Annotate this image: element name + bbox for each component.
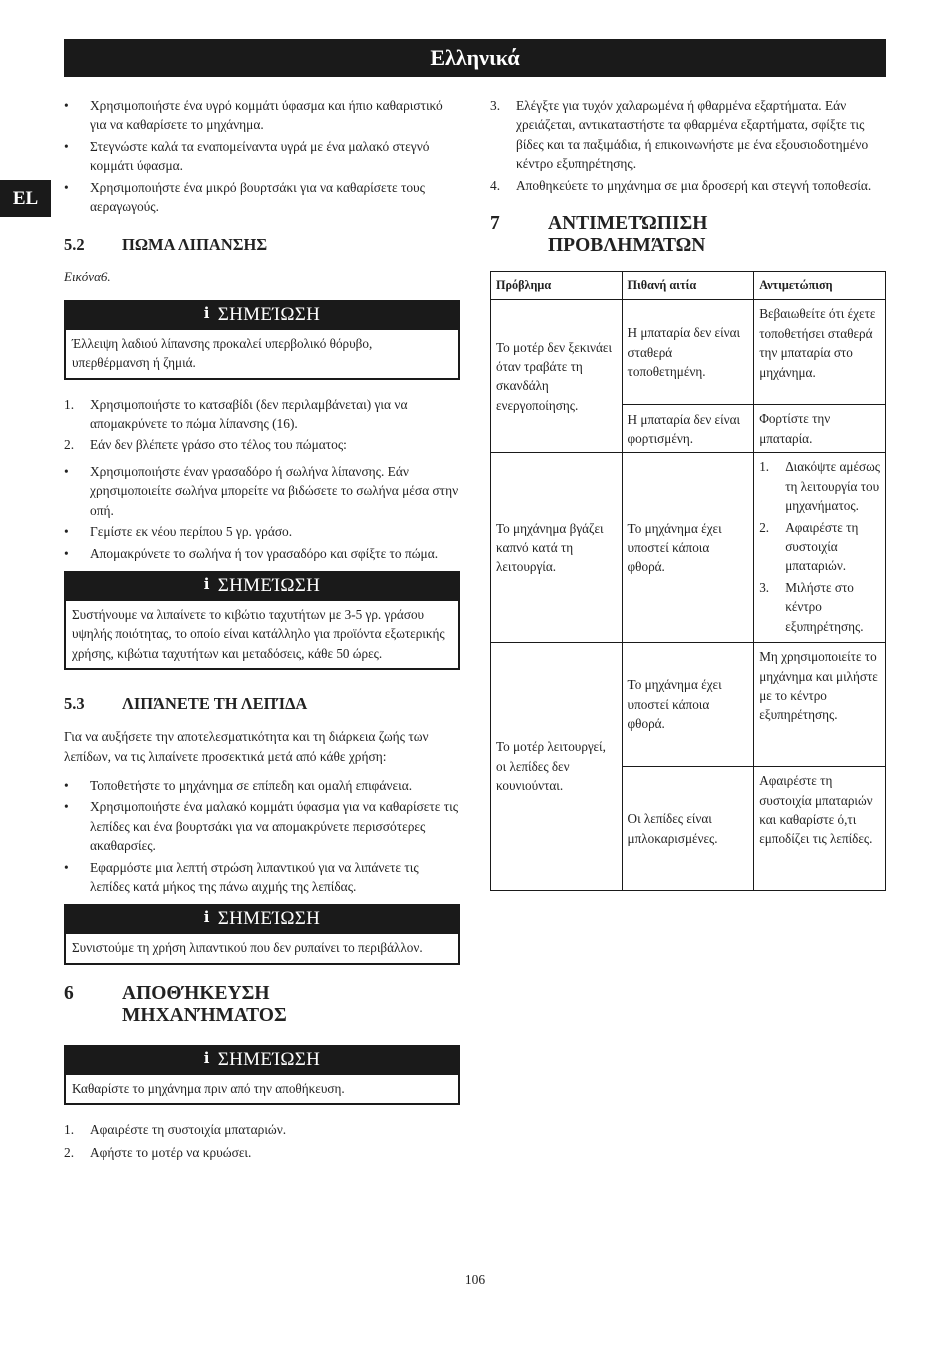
section-title: [548, 213, 707, 257]
info-icon: i: [203, 1048, 210, 1067]
step-number: 3.: [490, 98, 501, 113]
step-number: 2.: [64, 1144, 75, 1160]
list-item: [759, 457, 880, 515]
section-title: ΛΙΠΆΝΕΤΕ ΤΗ ΛΕΠΊΔΑ: [122, 694, 308, 714]
cause-cell: Η μπαταρία δεν είναι σταθερά τοποθετημένη.: [622, 300, 754, 405]
section-number: 5.2: [64, 235, 85, 255]
column-header: Πιθανή αιτία: [622, 272, 754, 300]
note-header: [66, 1047, 458, 1075]
section-heading-7: [490, 213, 886, 257]
info-icon: i: [203, 574, 210, 593]
cause-cell: Το μηχάνημα έχει υποστεί κάποια φθορά.: [622, 643, 754, 767]
step-number: 1.: [64, 1122, 75, 1138]
section-number: 5.3: [64, 694, 85, 714]
section-title: [122, 983, 287, 1027]
list-item: • Χρησιμοποιήστε έναν γρασαδόρο ή σωλήνα λίπανσης. Εάν χρησιμοποιείτε σωλήνα μπορείτε να βιδώσετε το σωλήνα μέσα στην οπή.: [64, 462, 460, 520]
note-box: [64, 904, 460, 964]
step-text: Διακόψτε αμέσως τη λειτουργία του μηχανήματος.: [785, 459, 880, 514]
section-number: 6: [64, 982, 74, 1004]
note-header: [66, 906, 458, 934]
note-text: Έλλειψη λαδιού λίπανσης προκαλεί υπερβολικό θόρυβο, υπερθέρμανση ή ζημιά.: [72, 335, 373, 371]
list-item: • Στεγνώστε καλά τα εναπομείναντα υγρά με ένα μαλακό στεγνό κομμάτι ύφασμα.: [64, 137, 460, 176]
note-box: [64, 571, 460, 670]
list-item: • Τοποθετήστε το μηχάνημα σε επίπεδη και ομαλή επιφάνεια.: [64, 776, 460, 795]
cleaning-bullet-list: [64, 96, 460, 216]
grease-steps-list: [64, 395, 460, 455]
step-number: 2.: [759, 519, 770, 535]
table-header-row: [491, 272, 886, 300]
step-text: Ελέγξτε για τυχόν χαλαρωμένα ή φθαρμένα εξαρτήματα. Εάν χρειάζεται, αντικαταστήστε τα φθαρμένα εξαρτήματα, σφίξτε τις βίδες και τα παξιμάδια, ή επικοινωνήστε με ένα εξουσιοδοτημένο κέντρο εξυπηρέτησης.: [516, 98, 869, 172]
table-row: [491, 300, 886, 405]
list-item: • Γεμίστε εκ νέου περίπου 5 γρ. γράσο.: [64, 522, 460, 541]
step-text: Αφαιρέστε τη συστοιχία μπαταριών.: [785, 519, 859, 574]
title-line: ΑΠΟΘΉΚΕΥΣΗ: [122, 982, 270, 1004]
problem-cell: Το μοτέρ λειτουργεί, οι λεπίδες δεν κουνιούνται.: [491, 643, 623, 891]
right-column: [490, 96, 886, 891]
grease-bullet-list: [64, 462, 460, 563]
info-icon: i: [203, 303, 210, 322]
step-text: Χρησιμοποιήστε το κατσαβίδι (δεν περιλαμβάνεται) για να απομακρύνετε το πώμα λίπανσης (16).: [90, 396, 408, 432]
cause-cell: Οι λεπίδες είναι μπλοκαρισμένες.: [622, 767, 754, 891]
step-text: Αφήστε το μοτέρ να κρυώσει.: [90, 1144, 252, 1160]
problem-cell: Το μηχάνημα βγάζει καπνό κατά τη λειτουργία.: [491, 453, 623, 643]
troubleshooting-table: [490, 271, 886, 891]
storage-steps-list-continued: [490, 96, 886, 195]
section-title: ΠΩΜΑ ΛΙΠΑΝΣΗΣ: [122, 235, 268, 255]
section-number: 7: [490, 213, 500, 235]
column-header: Αντιμετώπιση: [754, 272, 886, 300]
cause-cell: Η μπαταρία δεν είναι φορτισμένη.: [622, 405, 754, 453]
title-line: ΑΝΤΙΜΕΤΏΠΙΣΗ: [548, 213, 708, 235]
solution-cell: Αφαιρέστε τη συστοιχία μπαταριών και καθαρίστε ό,τι εμποδίζει τις λεπίδες.: [754, 767, 886, 891]
blade-bullet-list: [64, 776, 460, 896]
list-item: [490, 176, 886, 195]
section-heading-6: [64, 983, 460, 1027]
table-row: [491, 453, 886, 643]
info-icon: i: [203, 908, 210, 927]
list-item: • Εφαρμόστε μια λεπτή στρώση λιπαντικού για να λιπάνετε τις λεπίδες κατά μήκος της πάνω αιχμής της λεπίδας.: [64, 858, 460, 897]
solution-cell: Βεβαιωθείτε ότι έχετε τοποθετήσει σταθερά την μπαταρία στο μηχάνημα.: [754, 300, 886, 405]
solution-cell: Φορτίστε την μπαταρία.: [754, 405, 886, 453]
note-text: Καθαρίστε το μηχάνημα πριν από την αποθήκευση.: [72, 1080, 345, 1096]
solution-cell: [754, 453, 886, 643]
step-text: Αφαιρέστε τη συστοιχία μπαταριών.: [90, 1122, 287, 1138]
list-item: [64, 395, 460, 434]
note-label: ΣΗΜΕΊΩΣΗ: [217, 574, 321, 596]
note-text: Συνιστούμε τη χρήση λιπαντικού που δεν ρυπαίνει το περιβάλλον.: [72, 940, 423, 956]
note-text: Συστήνουμε να λιπαίνετε το κιβώτιο ταχυτήτων με 3-5 γρ. γράσου υψηλής ποιότητας, το οποίο είναι κατάλληλο για προϊόντα εξωτερικής χρήσης, κιβώτια ταχυτήτων και μεταδόσεις, κάθε 50 ώρες.: [72, 606, 445, 661]
section-heading-5-3: [64, 694, 460, 714]
note-box: [64, 1045, 460, 1105]
step-text: Εάν δεν βλέπετε γράσο στο τέλος του πώματος:: [90, 437, 347, 453]
language-tab: EL: [0, 180, 51, 217]
note-label: ΣΗΜΕΊΩΣΗ: [217, 1048, 321, 1070]
step-number: 4.: [490, 177, 501, 193]
storage-steps-list: [64, 1120, 460, 1162]
list-item: • Χρησιμοποιήστε ένα μαλακό κομμάτι ύφασμα για να καθαρίσετε τις λεπίδες και ένα βουρτσάκι για να απομακρύνετε περισσότερες ακαθαρσίες.: [64, 797, 460, 855]
page-number: 106: [464, 1272, 486, 1287]
table-row: [491, 643, 886, 767]
problem-cell: Το μοτέρ δεν ξεκινάει όταν τραβάτε τη σκανδάλη ενεργοποίησης.: [491, 300, 623, 453]
step-number: 1.: [759, 459, 770, 475]
step-text: Αποθηκεύετε το μηχάνημα σε μια δροσερή και στεγνή τοποθεσία.: [516, 177, 872, 193]
list-item: • Χρησιμοποιήστε ένα μικρό βουρτσάκι για να καθαρίσετε τους αεραγωγούς.: [64, 178, 460, 217]
list-item: [490, 96, 886, 174]
figure-reference: Εικόνα6.: [64, 269, 111, 285]
note-header: [66, 302, 458, 330]
note-label: ΣΗΜΕΊΩΣΗ: [217, 908, 321, 930]
left-column: [64, 96, 460, 1164]
step-text: Μιλήστε στο κέντρο εξυπηρέτησης.: [785, 579, 864, 634]
solution-steps-list: [759, 457, 880, 636]
title-line: ΠΡΟΒΛΗΜΆΤΩΝ: [548, 235, 706, 257]
cause-cell: Το μηχάνημα έχει υποστεί κάποια φθορά.: [622, 453, 754, 643]
step-number: 1.: [64, 396, 75, 412]
step-number: 3.: [759, 579, 770, 595]
column-header: Πρόβλημα: [491, 272, 623, 300]
list-item: [64, 1120, 460, 1139]
title-line: ΜΗΧΑΝΉΜΑΤΟΣ: [122, 1004, 287, 1026]
list-item: [759, 578, 880, 636]
step-number: 2.: [64, 437, 75, 453]
list-item: [64, 435, 460, 454]
page-header-title: Ελληνικά: [64, 39, 886, 77]
list-item: • Χρησιμοποιήστε ένα υγρό κομμάτι ύφασμα και ήπιο καθαριστικό για να καθαρίσετε το μηχάνημα.: [64, 96, 460, 135]
list-item: [64, 1143, 460, 1162]
list-item: • Απομακρύνετε το σωλήνα ή τον γρασαδόρο και σφίξτε το πώμα.: [64, 544, 460, 563]
list-item: [759, 518, 880, 576]
section-intro: Για να αυξήσετε την αποτελεσματικότητα και τη διάρκεια ζωής των λεπίδων, να τις λιπαίνετε προσεκτικά μετά από κάθε χρήση:: [64, 729, 429, 764]
note-header: [66, 573, 458, 601]
note-label: ΣΗΜΕΊΩΣΗ: [217, 303, 321, 325]
section-heading-5-2: [64, 235, 460, 255]
note-box: [64, 300, 460, 380]
solution-cell: Μη χρησιμοποιείτε το μηχάνημα και μιλήστε με το κέντρο εξυπηρέτησης.: [754, 643, 886, 767]
